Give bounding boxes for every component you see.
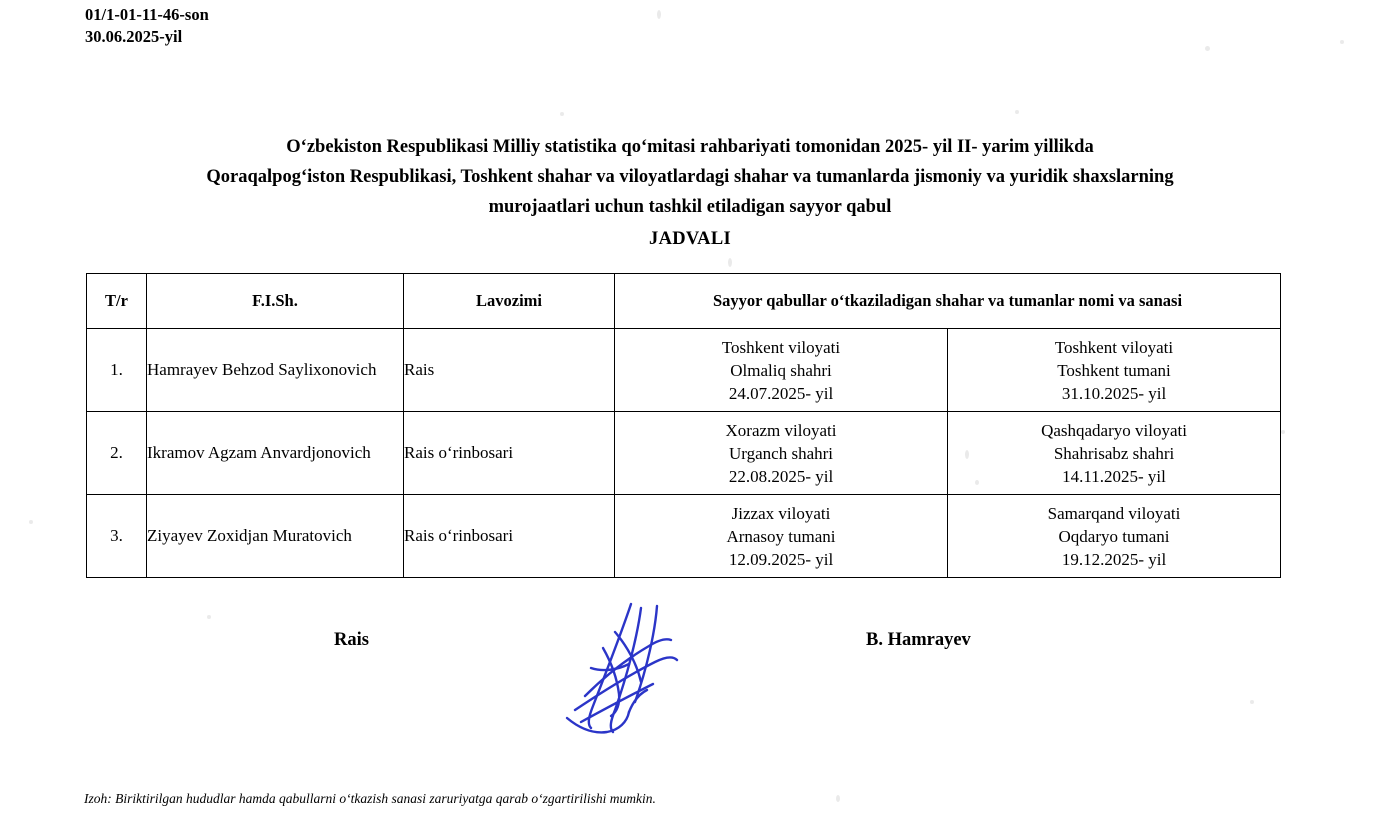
visit-region: Xorazm viloyati — [725, 420, 837, 440]
visit-date: 14.11.2025- yil — [1062, 466, 1166, 486]
cell-visit-2 — [948, 495, 1281, 578]
visit-region: Jizzax viloyati — [731, 503, 831, 523]
scan-speck — [207, 615, 211, 619]
cell-name — [147, 412, 404, 495]
scan-speck — [657, 10, 661, 19]
table-row — [87, 412, 1281, 495]
visit-district: Urganch shahri — [728, 443, 834, 463]
visit-date: 12.09.2025- yil — [728, 549, 834, 569]
cell-name — [147, 329, 404, 412]
cell-number: 3. — [87, 495, 147, 578]
title-line-3: murojaatlari uchun tashkil etiladigan sayyor qabul — [488, 197, 892, 217]
cell-number: 1. — [87, 329, 147, 412]
scan-speck — [1015, 110, 1019, 114]
table-row — [87, 329, 1281, 412]
visit-region: Toshkent viloyati — [721, 337, 841, 357]
title-line-2: Qoraqalpog‘iston Respublikasi, Toshkent shahar va viloyatlardagi shahar va tumanlarda jismoniy va yuridik shaxslarning — [206, 167, 1174, 187]
visit-district: Olmaliq shahri — [730, 360, 832, 380]
header-number: T/r — [87, 274, 147, 329]
scan-speck — [1281, 430, 1285, 434]
scan-speck — [1340, 40, 1344, 44]
table-row — [87, 495, 1281, 578]
cell-visit-2 — [948, 329, 1281, 412]
visit-district: Oqdaryo tumani — [1058, 526, 1170, 546]
visit-district: Arnasoy tumani — [726, 526, 836, 546]
cell-visit-2 — [948, 412, 1281, 495]
scan-speck — [728, 258, 732, 267]
cell-name-text: Ikramov Agzam Anvardjonovich — [147, 443, 371, 462]
scan-speck — [1205, 46, 1210, 51]
signatory-name: B. Hamrayev — [866, 630, 971, 650]
cell-visit-1 — [615, 412, 948, 495]
reference-number: 01/1-01-11-46-son — [85, 5, 209, 24]
scan-speck — [29, 520, 33, 524]
header-name: F.I.Sh. — [147, 274, 404, 329]
cell-number: 2. — [87, 412, 147, 495]
visit-district: Toshkent tumani — [1057, 360, 1171, 380]
header-position: Lavozimi — [404, 274, 615, 329]
cell-position: Rais o‘rinbosari — [404, 495, 615, 578]
footer-note: Izoh: Biriktirilgan hududlar hamda qabullarni o‘tkazish sanasi zaruriyatga qarab o‘zgartirilishi mumkin. — [84, 791, 656, 806]
cell-visit-1 — [615, 329, 948, 412]
cell-name — [147, 495, 404, 578]
scan-speck — [560, 112, 564, 116]
signature-row — [0, 630, 1383, 670]
visit-date: 24.07.2025- yil — [728, 383, 834, 403]
visit-date: 19.12.2025- yil — [1061, 549, 1167, 569]
cell-position: Rais — [404, 329, 615, 412]
visit-region: Samarqand viloyati — [1047, 503, 1181, 523]
table-header-row — [87, 274, 1281, 329]
visit-district: Shahrisabz shahri — [1053, 443, 1175, 463]
header-visits: Sayyor qabullar o‘tkaziladigan shahar va tumanlar nomi va sanasi — [615, 274, 1281, 329]
visit-region: Toshkent viloyati — [1054, 337, 1174, 357]
cell-visit-1 — [615, 495, 948, 578]
document-title — [85, 132, 1295, 254]
schedule-table — [86, 273, 1281, 578]
scan-speck — [836, 795, 840, 802]
scan-speck — [1250, 700, 1254, 704]
cell-name-text: Ziyayev Zoxidjan Muratovich — [147, 526, 352, 545]
reference-date: 30.06.2025-yil — [85, 27, 183, 46]
visit-date: 31.10.2025- yil — [1061, 383, 1167, 403]
title-line-1: O‘zbekiston Respublikasi Milliy statistika qo‘mitasi rahbariyati tomonidan 2025- yil II- yarim yillikda — [286, 137, 1094, 157]
title-caption: JADVALI — [649, 229, 731, 249]
visit-region: Qashqadaryo viloyati — [1041, 420, 1187, 440]
signatory-role: Rais — [334, 630, 369, 650]
document-reference — [85, 4, 209, 48]
visit-date: 22.08.2025- yil — [728, 466, 834, 486]
cell-name-text: Hamrayev Behzod Saylixonovich — [147, 360, 377, 379]
cell-position: Rais o‘rinbosari — [404, 412, 615, 495]
